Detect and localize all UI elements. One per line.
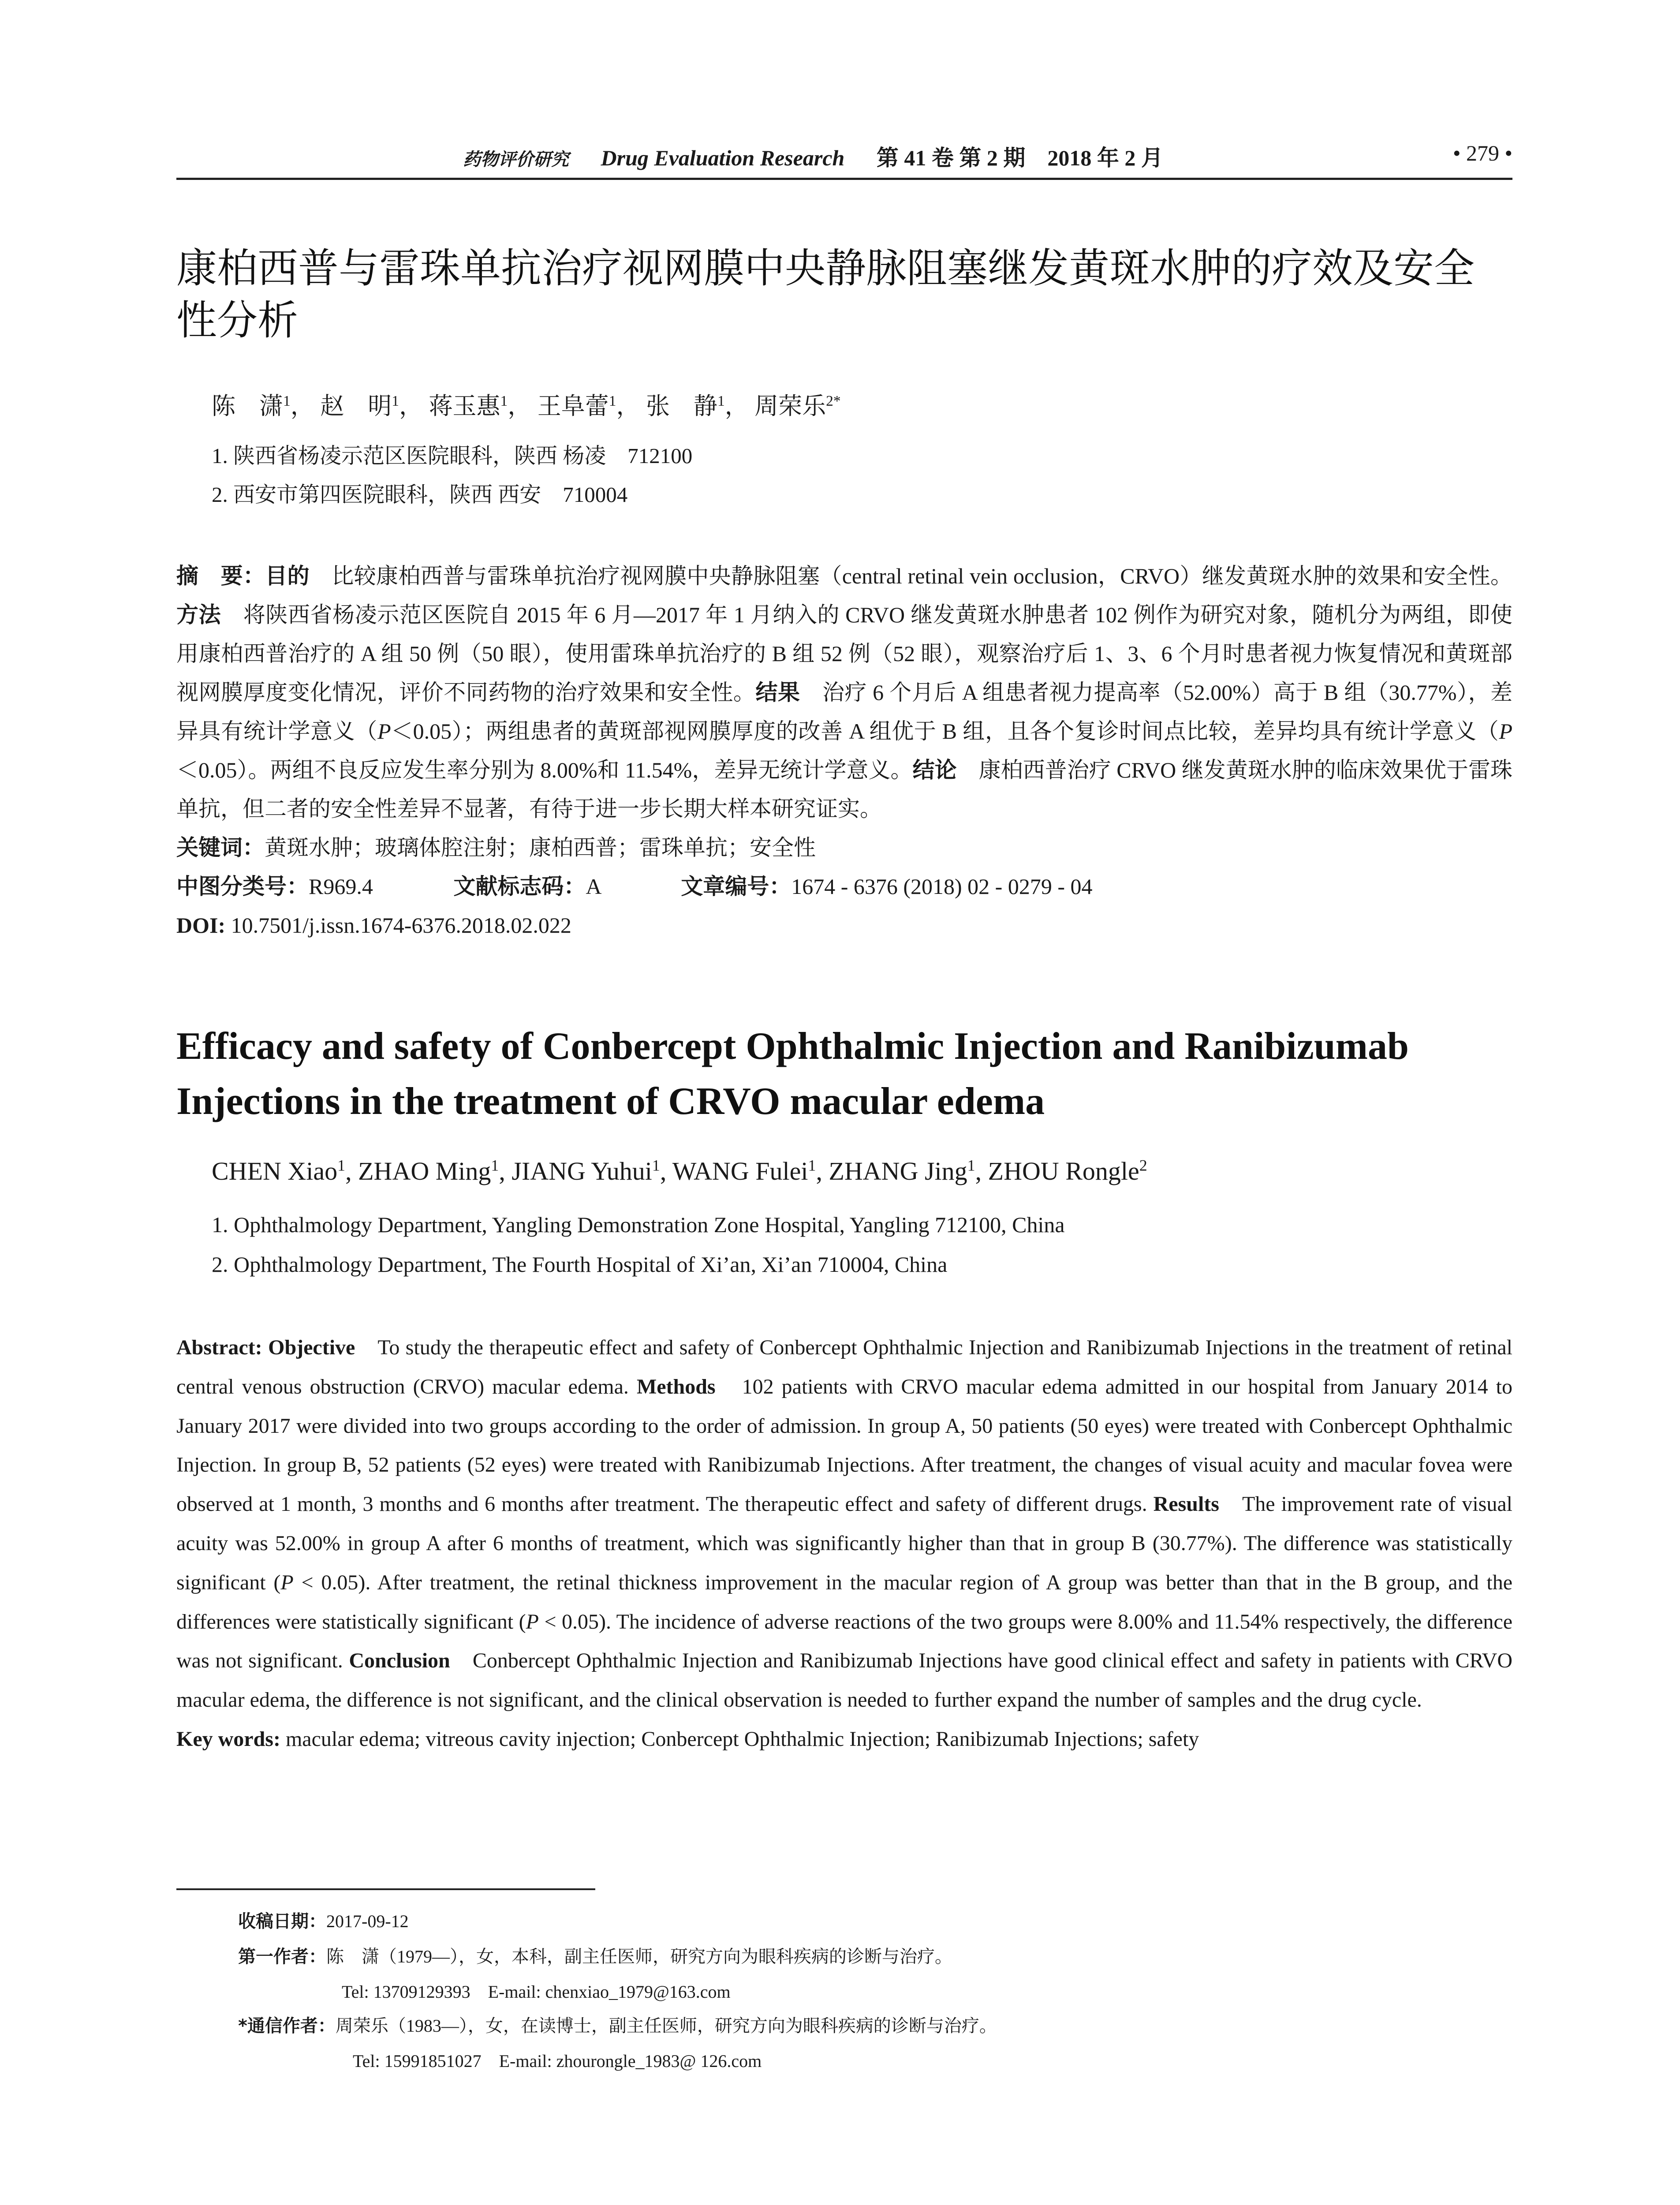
footnote-received: 收稿日期：2017-09-12 (238, 1911, 409, 1932)
methods-en: 102 patients with CRVO macular edema admitted in our hospital from January 2014 to January 2017 were divided into two groups according to the order of admission. In group A, 50 patients (50 eyes) were treated with Conbercept Ophthalmic Injection. In group B, 52 patients (52 eyes) were treated with Ranibizumab Injections. After treatment, the changes of visual acuity and macular fovea were observed at 1 month, 3 months and 6 months after treatment. The therapeutic effect and safety of different drugs. (176, 1375, 1512, 1516)
doi-value: 10.7501/j.issn.1674-6376.2018.02.022 (231, 913, 571, 938)
title-en: Efficacy and safety of Conbercept Ophthalmic Injection and Ranibizumab Injections in the treatment of CRVO macular edema (176, 1025, 1409, 1123)
author-en: WANG Fulei$^1$ (672, 1157, 816, 1186)
objective-en-label: Objective (268, 1336, 355, 1359)
authors-cn: 陈 潇$^1$， 赵 明$^1$， 蒋玉惠$^1$， 王阜蕾$^1$， 张 静$^1$， 周荣乐$^{2*}$ (212, 393, 841, 419)
affiliation-en-2: 2. Ophthalmology Department, The Fourth Hospital of Xi’an, Xi’an 710004, China (212, 1252, 948, 1277)
author-cn: 周荣乐$^{2*}$ (754, 393, 841, 419)
author-cn: 陈 潇$^1$ (212, 393, 291, 419)
conclusion-en-label: Conclusion (349, 1649, 450, 1673)
journal-logo-cn: 药物评价研究 (463, 149, 569, 170)
abstract-cn-label: 摘 要： (176, 563, 265, 589)
running-header (176, 140, 1512, 176)
objective-cn: 比较康柏西普与雷珠单抗治疗视网膜中央静脉阻塞（central retinal vein occlusion，CRVO）继发黄斑水肿的效果和安全性。 (332, 564, 1513, 588)
author-en: JIANG Yuhui$^1$ (511, 1157, 660, 1186)
conclusion-en: Conbercept Ophthalmic Injection and Ranibizumab Injections have good clinical effect and safety in patients with CRVO macular edema, the difference is not significant, and the clinical observation is needed to further expand the number of samples and the drug cycle. (176, 1649, 1513, 1712)
issue-info: 第 41 卷 第 2 期 2018 年 2 月 (876, 146, 1163, 170)
author-cn: 赵 明$^1$ (320, 393, 399, 419)
results-en-label: Results (1153, 1492, 1219, 1516)
author-en: ZHOU Rongle$^2$ (988, 1157, 1147, 1186)
methods-cn-label: 方法 (176, 602, 221, 628)
author-en: ZHAO Ming$^1$ (358, 1157, 499, 1186)
doi-line: DOI: 10.7501/j.issn.1674-6376.2018.02.022 (176, 913, 571, 938)
abstract-cn (176, 557, 1512, 945)
title-cn: 康柏西普与雷珠单抗治疗视网膜中央静脉阻塞继发黄斑水肿的疗效及安全性分析 (176, 245, 1475, 344)
methods-cn: 将陕西省杨凌示范区医院自 2015 年 6 月—2017 年 1 月纳入的 CRVO 继发黄斑水肿患者 102 例作为研究对象，随机分为两组，即使用康柏西普治疗的 A 组 50 例（50 眼），使用雷珠单抗治疗的 B 组 52 例（52 眼），观察治疗后 1、3、6 个月时患者视力恢复情况和黄斑部视网膜厚度变化情况，评价不同药物的治疗效果和安全性。 (176, 602, 1513, 705)
keywords-cn: 关键词：黄斑水肿；玻璃体腔注射；康柏西普；雷珠单抗；安全性 (176, 835, 816, 860)
conclusion-cn: 康柏西普治疗 CRVO 继发黄斑水肿的临床效果优于雷珠单抗，但二者的安全性差异不显著，有待于进一步长期大样本研究证实。 (176, 758, 1513, 821)
footnote-corresponding-author: *通信作者：周荣乐（1983—），女，在读博士，副主任医师，研究方向为眼科疾病的诊断与治疗。 (238, 2016, 997, 2036)
affiliation-cn-1: 1. 陕西省杨凌示范区医院眼科，陕西 杨凌 712100 (212, 444, 693, 468)
header-rule (176, 178, 1512, 180)
conclusion-cn-label: 结论 (912, 757, 957, 783)
journal-name-en: Drug Evaluation Research (601, 146, 845, 170)
author-cn: 张 静$^1$ (646, 393, 725, 419)
doc-code: A (586, 874, 601, 899)
footnote-first-author: 第一作者：陈 潇（1979—），女，本科，副主任医师，研究方向为眼科疾病的诊断与治疗。 (238, 1947, 952, 1967)
affiliation-cn-2: 2. 西安市第四医院眼科，陕西 西安 710004 (212, 482, 628, 507)
affiliation-en-1: 1. Ophthalmology Department, Yangling Demonstration Zone Hospital, Yangling 712100, China (212, 1212, 1065, 1237)
objective-cn-label: 目的 (265, 563, 310, 589)
author-en: CHEN Xiao$^1$ (212, 1157, 346, 1186)
methods-en-label: Methods (636, 1375, 716, 1398)
abstract-en-label: Abstract: (176, 1336, 262, 1359)
abstract-en (176, 1328, 1512, 1759)
article-number: 1674 - 6376 (2018) 02 - 0279 - 04 (791, 874, 1093, 899)
objective-en: To study the therapeutic effect and safety of Conbercept Ophthalmic Injection and Ranibizumab Injections in the treatment of retinal central venous obstruction (CRVO) macular edema. (176, 1336, 1512, 1398)
author-cn: 王阜蕾$^1$ (537, 393, 616, 419)
results-en: The improvement rate of visual acuity was 52.00% in group A after 6 months of treatment, which was significantly higher than that in group B (30.77%). The difference was statistically significant (P < 0.05). After treatment, the retinal thickness improvement in the macular region of A group was better than that in the B group, and the differences were statistically significant (P < 0.05). The incidence of adverse reactions of the two groups were 8.00% and 11.54% respectively, the difference was not significant. (176, 1492, 1512, 1673)
author-cn: 蒋玉惠$^1$ (429, 393, 508, 419)
clc-code: R969.4 (309, 874, 373, 899)
author-en: ZHANG Jing$^1$ (829, 1157, 975, 1186)
authors-en: CHEN Xiao$^1$, ZHAO Ming$^1$, JIANG Yuhui$^1$, WANG Fulei$^1$, ZHANG Jing$^1$, ZHOU Rongle$^2$ (212, 1157, 1147, 1186)
results-cn-label: 结果 (755, 680, 800, 705)
page-number: • 279 • (1452, 141, 1512, 165)
results-cn: 治疗 6 个月后 A 组患者视力提高率（52.00%）高于 B 组（30.77%），差异具有统计学意义（P＜0.05）；两组患者的黄斑部视网膜厚度的改善 A 组优于 B 组，且各个复诊时间点比较，差异均具有统计学意义（P＜0.05）。两组不良反应发生率分别为 8.00%和 11.54%，差异无统计学意义。 (176, 680, 1513, 782)
footnote-corresponding-contact: Tel: 15991851027 E-mail: zhourongle_1983@ 126.com (353, 2051, 762, 2071)
footnote-first-contact: Tel: 13709129393 E-mail: chenxiao_1979@163.com (342, 1982, 731, 2002)
footnote-rule (176, 1888, 595, 1890)
classification-line: 中图分类号：R969.4 文献标志码：A 文章编号：1674 - 6376 (2018) 02 - 0279 - 04 (176, 874, 1093, 899)
keywords-en: Key words: macular edema; vitreous cavity injection; Conbercept Ophthalmic Injection; Ranibizumab Injections; safety (176, 1727, 1199, 1751)
